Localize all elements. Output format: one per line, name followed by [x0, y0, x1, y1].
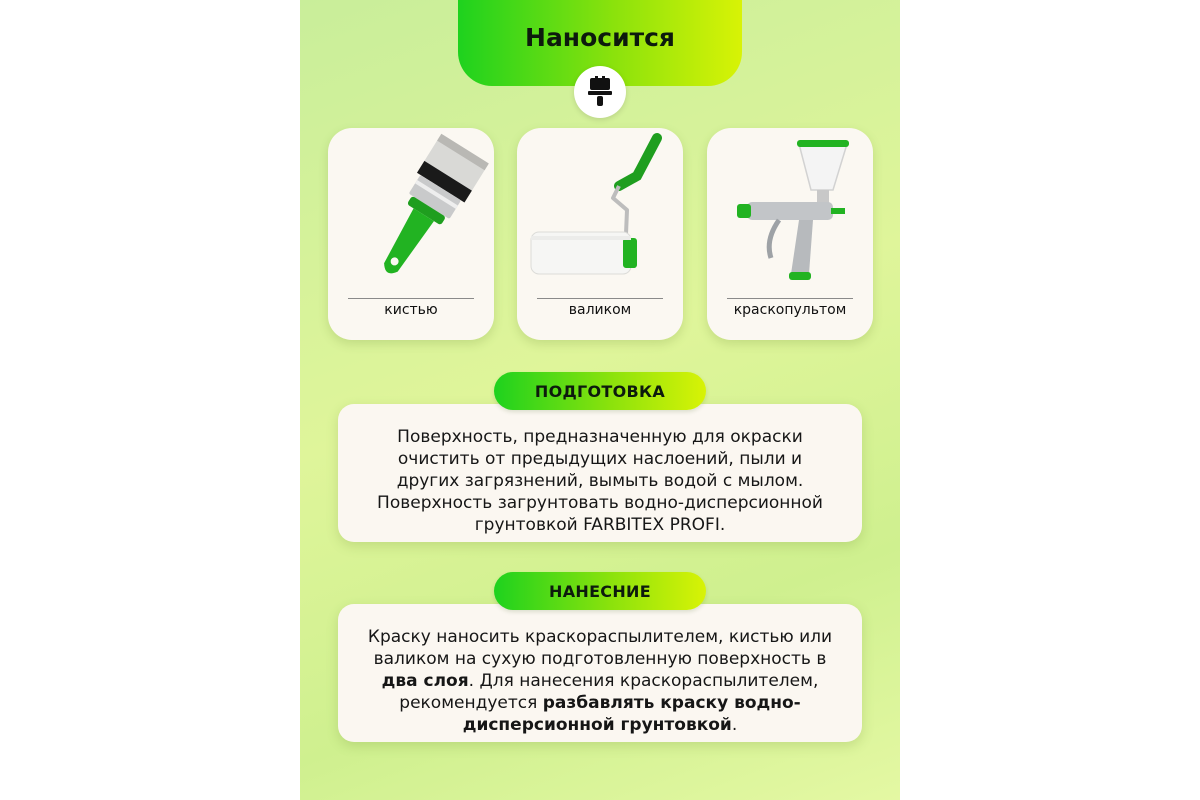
- info-panel: [300, 0, 900, 800]
- tool-label: краскопультом: [733, 302, 847, 318]
- divider: [537, 298, 663, 299]
- preparation-text-box: [338, 404, 862, 542]
- divider: [348, 298, 474, 299]
- text-segment-bold: два слоя: [381, 671, 469, 691]
- brush-badge: [574, 66, 626, 118]
- preparation-heading: [494, 372, 706, 410]
- tool-card-roller: [517, 128, 683, 340]
- tool-card-brush: [328, 128, 494, 340]
- text-segment: Краску наносить краскораспылителем, кистью или валиком на сухую подготовленную поверхность в: [367, 627, 833, 669]
- paint-brush-icon: [328, 128, 494, 296]
- application-heading: [494, 572, 706, 610]
- spray-gun-icon: [707, 128, 873, 296]
- paint-brush-icon: [586, 76, 614, 108]
- tool-label: валиком: [568, 302, 632, 318]
- application-text: [338, 626, 862, 736]
- page-title: Наносится: [525, 22, 675, 52]
- text-segment: . Для нанесения краскораспылителем, рекомендуется: [399, 671, 819, 713]
- text-segment: .: [731, 715, 738, 735]
- text-segment-bold: разбавлять краску водно- дисперсионной грунтовкой: [462, 693, 801, 735]
- divider: [727, 298, 853, 299]
- section-heading: ПОДГОТОВКА: [534, 381, 666, 401]
- tool-card-sprayer: [707, 128, 873, 340]
- paint-roller-icon: [517, 128, 683, 296]
- tool-label: кистью: [384, 302, 438, 318]
- preparation-text: Поверхность, предназначенную для окраски очистить от предыдущих наслоений, пыли и других загрязнений, вымыть водой с мылом. Поверхность загрунтовать водно-дисперсионной грунтовкой FARBITEX PROFI.: [377, 427, 823, 535]
- application-text-box: [338, 604, 862, 742]
- section-heading: НАНЕСНИЕ: [549, 581, 651, 601]
